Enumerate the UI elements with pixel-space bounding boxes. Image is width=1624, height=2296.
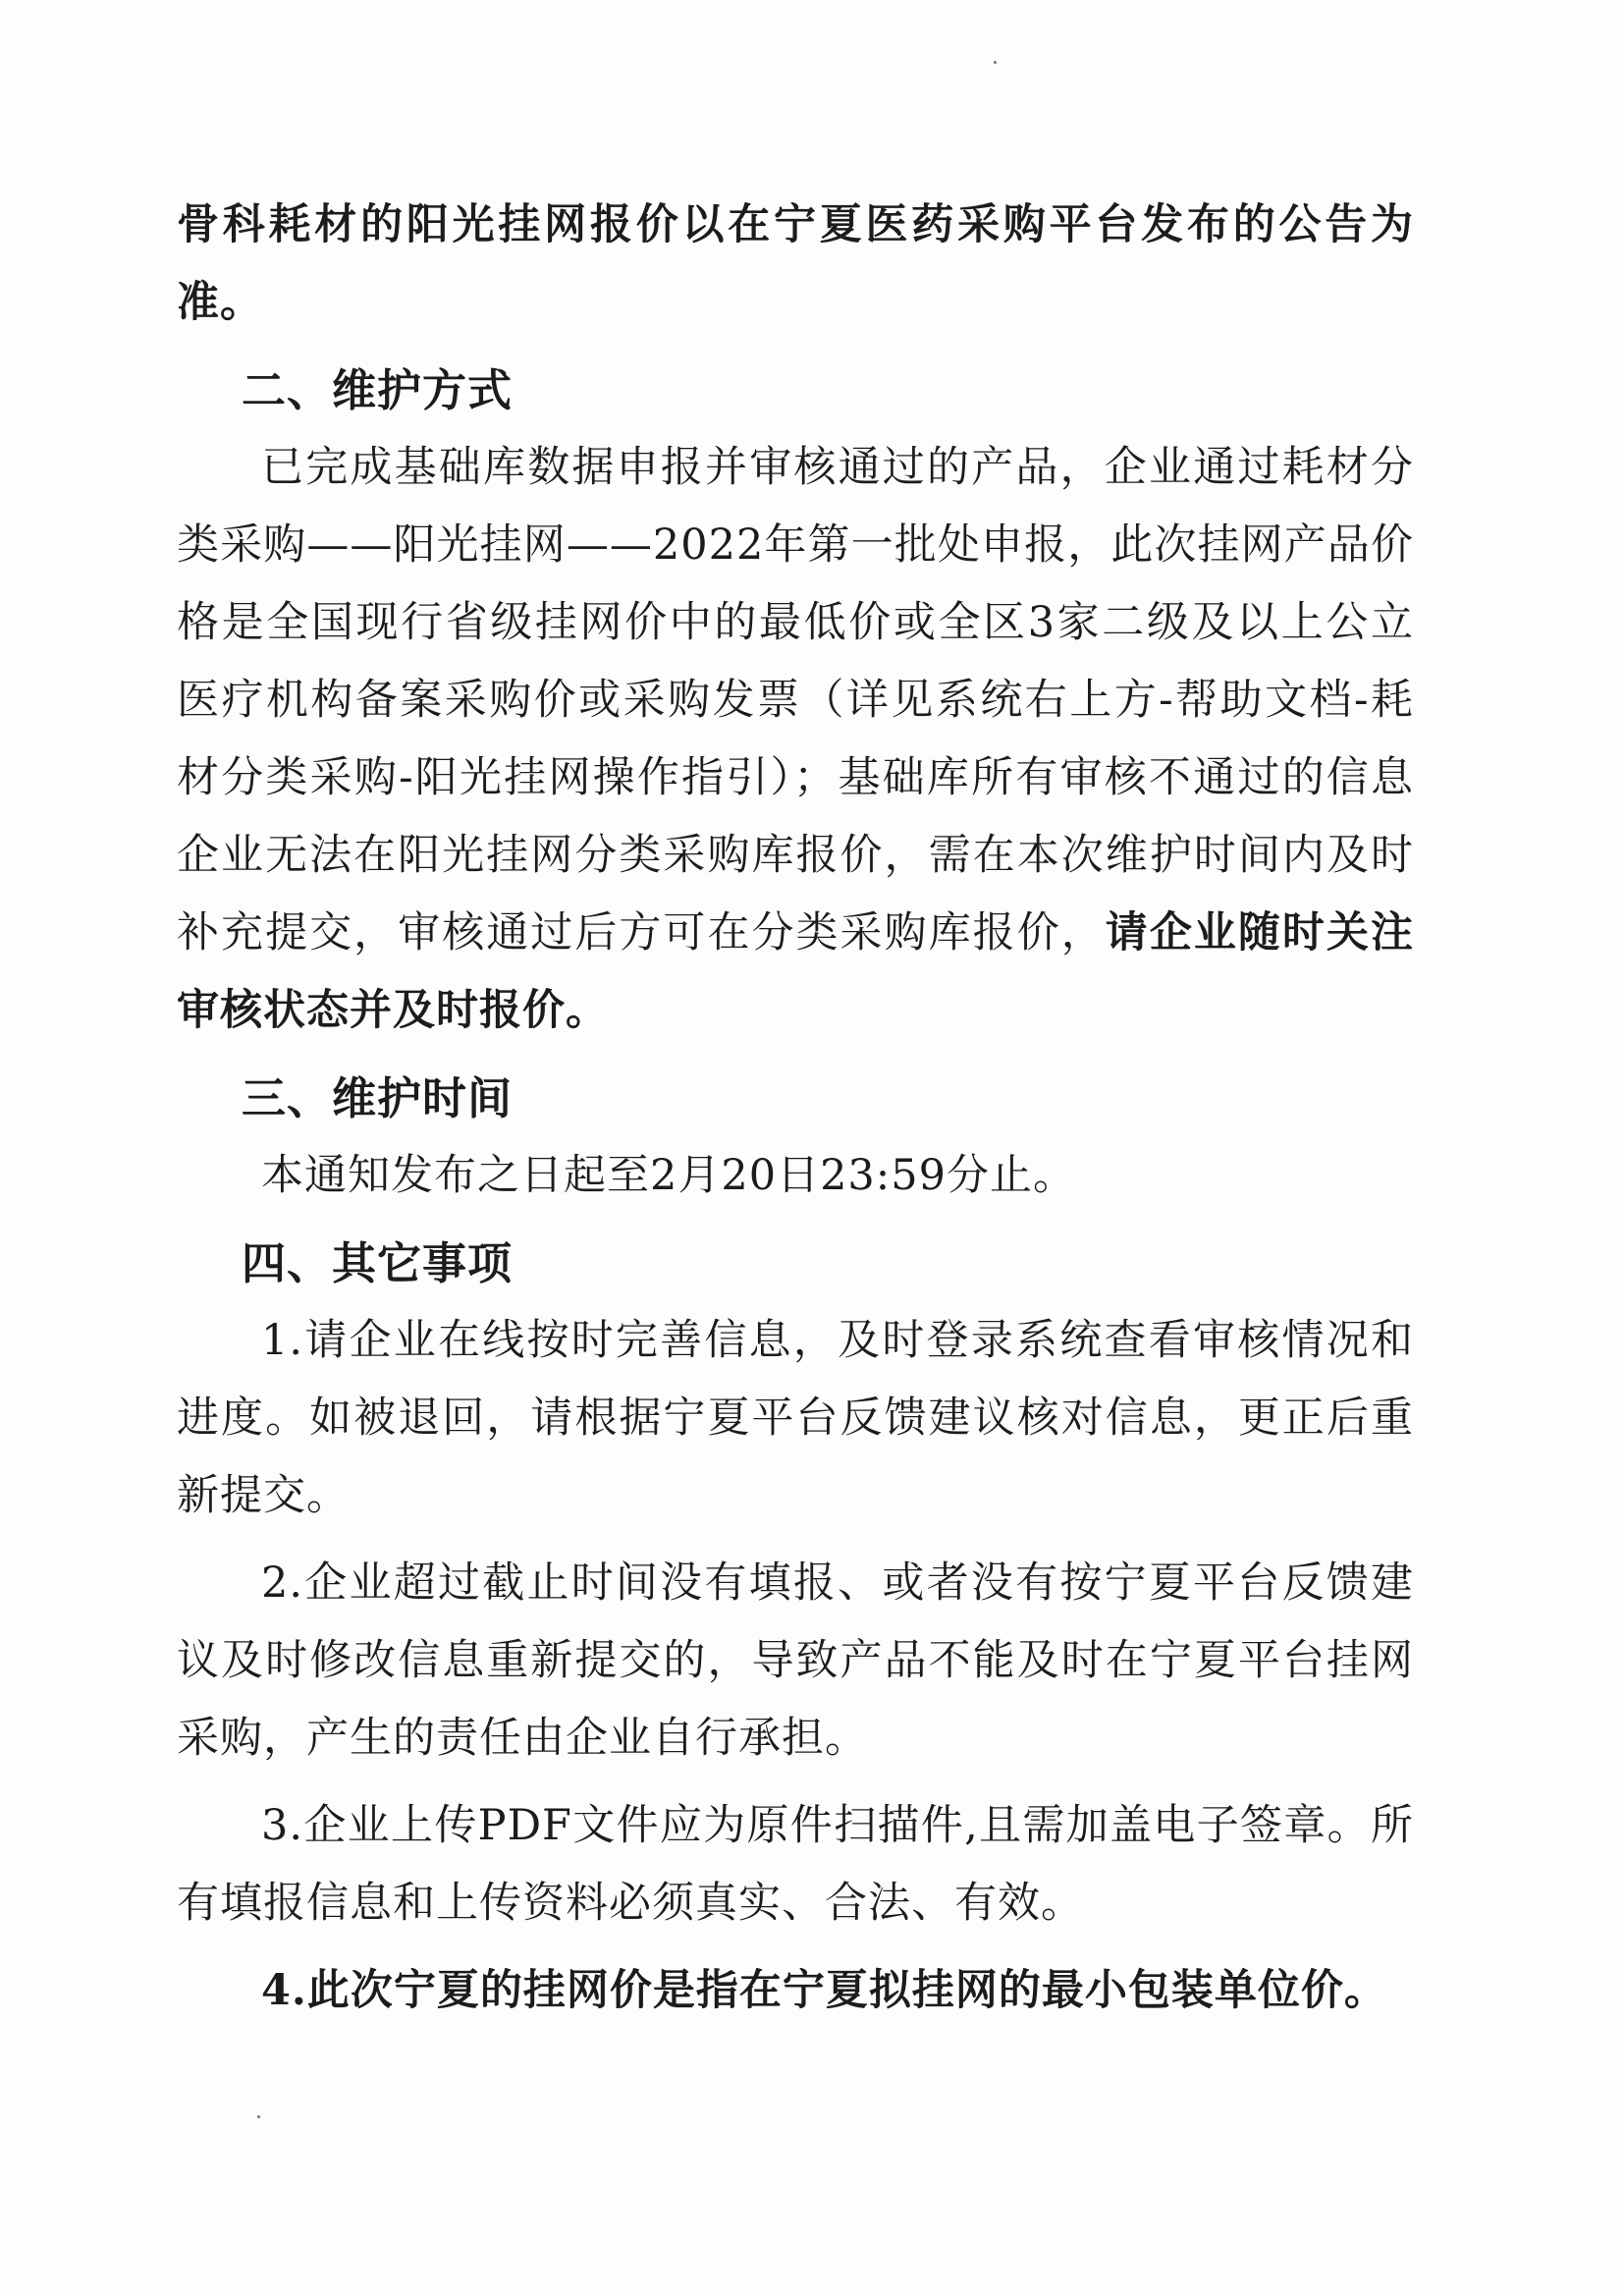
- intro-paragraph: 骨科耗材的阳光挂网报价以在宁夏医药采购平台发布的公告为准。: [177, 200, 1414, 327]
- maintenance-time-paragraph: 本通知发布之日起至2月20日23:59分止。: [261, 1151, 1076, 1200]
- maintenance-method-text: 已完成基础库数据申报并审核通过的产品，企业通过耗材分类采购——阳光挂网——2022年第一批处申报，此次挂网产品价格是全国现行省级挂网价中的最低价或全区3家二级及以上公立医疗机构备案采购价或采购发票（详见系统右上方-帮助文档-耗材分类采购-阳光挂网操作指引）；基础库所有审核不通过的信息企业无法在阳光挂网分类采购库报价，需在本次维护时间内及时补充提交，审核通过后方可在分类采购库报价，: [177, 443, 1414, 957]
- scan-speck: [994, 61, 997, 64]
- scan-speck: [257, 2115, 260, 2118]
- other-matters-item-4: 4.此次宁夏的挂网价是指在宁夏拟挂网的最小包装单位价。: [261, 1966, 1387, 2015]
- other-matters-item-1: 1.请企业在线按时完善信息，及时登录系统查看审核情况和进度。如被退回，请根据宁夏平台反馈建议核对信息，更正后重新提交。: [177, 1316, 1414, 1520]
- maintenance-method-paragraph: [177, 429, 1414, 1050]
- maintenance-method-emphasis: 请企业随时关注审核状态并及时报价。: [177, 908, 1415, 1035]
- section-heading-maintenance-time: 三、维护时间: [242, 1072, 514, 1124]
- section-heading-maintenance-method: 二、维护方式: [242, 364, 514, 416]
- document-body: [177, 187, 1414, 2030]
- other-matters-item-3: 3.企业上传PDF文件应为原件扫描件,且需加盖电子签章。所有填报信息和上传资料必须真实、合法、有效。: [177, 1801, 1414, 1928]
- other-matters-item-2: 2.企业超过截止时间没有填报、或者没有按宁夏平台反馈建议及时修改信息重新提交的，导致产品不能及时在宁夏平台挂网采购，产生的责任由企业自行承担。: [177, 1558, 1414, 1763]
- section-heading-other-matters: 四、其它事项: [242, 1237, 514, 1289]
